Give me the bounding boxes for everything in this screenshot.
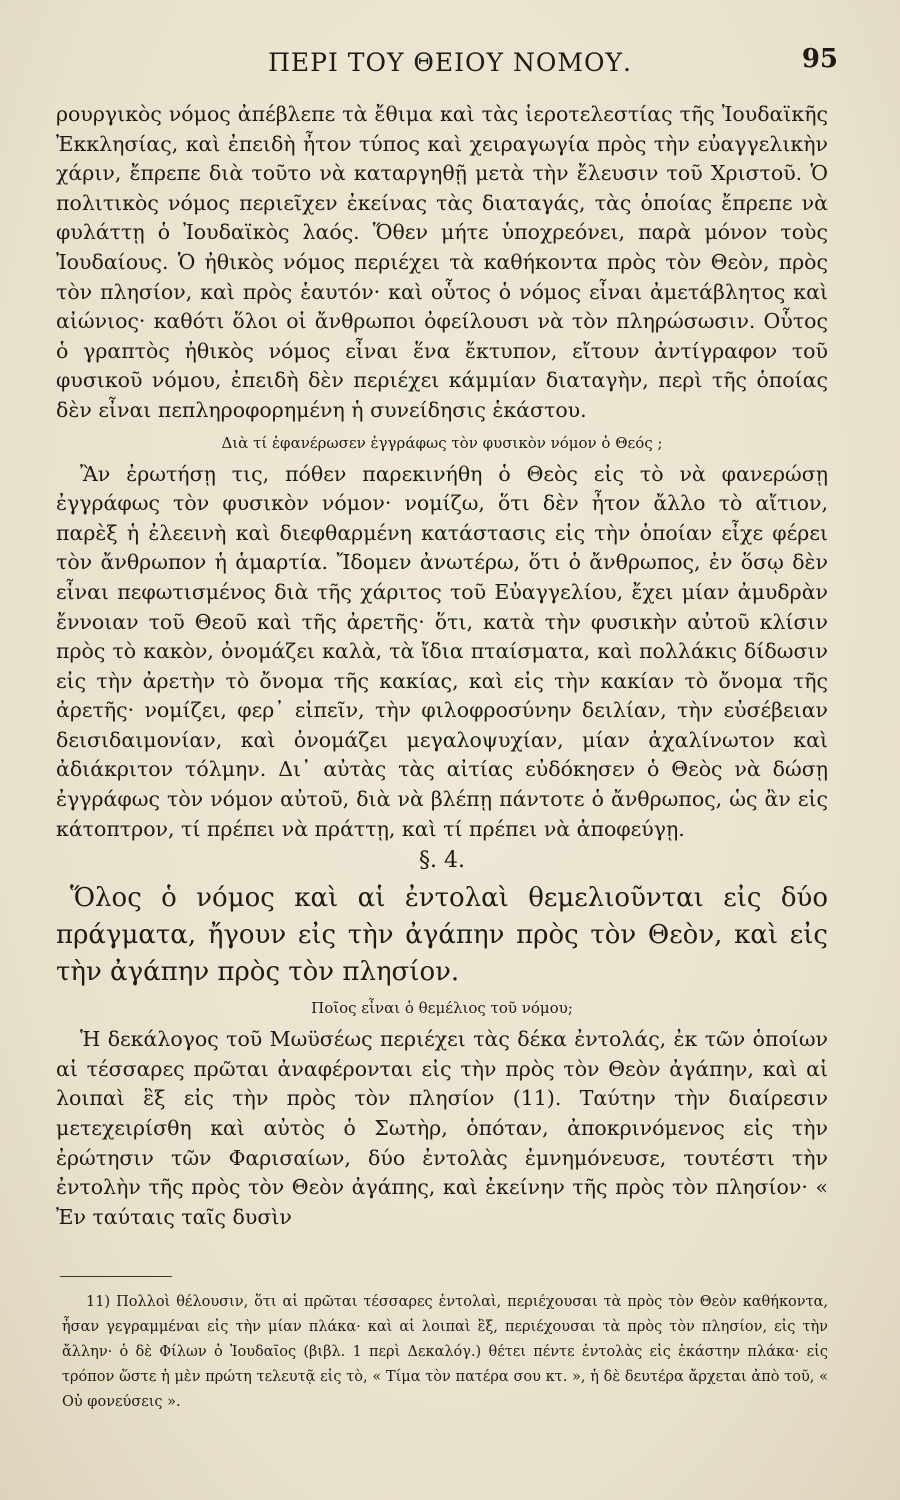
footnote-divider: [60, 1276, 172, 1277]
section-thesis: Ὅλος ὁ νόμος καὶ αἱ ἐντολαὶ θεμελιοῦνται εἰς δύο πράγματα, ἤγουν εἰς τὴν ἀγάπην πρὸς τὸν Θεὸν, καὶ εἰς τὴν ἀγάπην πρὸς τὸν πλησίον.: [56, 883, 828, 988]
page-number: 95: [801, 44, 838, 74]
section-mark: §. 4.: [419, 848, 465, 874]
paragraph-2: Ἂν ἐρωτήσῃ τις, πόθεν παρεκινήθη ὁ Θεὸς εἰς τὸ νὰ φανερώσῃ ἐγγράφως τὸν φυσικὸν νόμον· νομίζω, ὅτι δὲν ἦτον ἄλλο τὸ αἴτιον, παρὲξ ἡ ἐλεεινὴ καὶ διεφθαρμένη κατάστασις εἰς τὴν ὁποίαν εἶχε φέρει τὸν ἄνθρωπον ἡ ἁμαρτία. Ἴδομεν ἀνωτέρω, ὅτι ὁ ἄνθρωπος, ἐν ὅσῳ δὲν εἶναι πεφωτισμένος διὰ τῆς χάριτος τοῦ Εὐαγγελίου, ἔχει μίαν ἀμυδρὰν ἔννοιαν τοῦ Θεοῦ καὶ τῆς ἀρετῆς· ὅτι, κατὰ τὴν φυσικὴν αὐτοῦ κλίσιν πρὸς τὸ κακὸν, ὀνομάζει καλὰ, τὰ ἴδια πταίσματα, καὶ πολλάκις δίδωσιν εἰς τὴν ἀρετὴν τὸ ὄνομα τῆς κακίας, καὶ εἰς τὴν κακίαν τὸ ὄνομα τῆς ἀρετῆς· νομίζει, φερ᾽ εἰπεῖν, τὴν φιλοφροσύνην δειλίαν, τὴν εὐσέβειαν δεισιδαιμονίαν, καὶ ὀνομάζει μεγαλοψυχίαν, μίαν ἀχαλίνωτον καὶ ἀδιάκριτον τόλμην. Δι᾽ αὐτὰς τὰς αἰτίας εὐδόκησεν ὁ Θεὸς νὰ δώσῃ ἐγγράφως τὸν νόμον αὐτοῦ, διὰ νὰ βλέπῃ πάντοτε ὁ ἄνθρωπος, ὡς ἂν εἰς κάτοπτρον, τί πρέπει νὰ πράττῃ, καὶ τί πρέπει νὰ ἀποφεύγῃ.: [56, 461, 828, 841]
question-heading-2: Ποῖος εἶναι ὁ θεμέλιος τοῦ νόμου;: [311, 999, 573, 1018]
paragraph-3: Ἡ δεκάλογος τοῦ Μωϋσέως περιέχει τὰς δέκα ἐντολάς, ἐκ τῶν ὁποίων αἱ τέσσαρες πρῶται ἀναφέρονται εἰς τὴν πρὸς τὸν Θεὸν ἀγάπην, καὶ αἱ λοιπαὶ ἓξ εἰς τὴν πρὸς τὸν πλησίον (11). Ταύτην τὴν διαίρεσιν μετεχειρίσθη καὶ αὐτὸς ὁ Σωτὴρ, ὁπόταν, ἀποκρινόμενος εἰς τὴν ἐρώτησιν τῶν Φαρισαίων, δύο ἐντολὰς ἐμνημόνευσε, τουτέστι τὴν ἐντολὴν τῆς πρὸς τὸν Θεὸν ἀγάπης, καὶ ἐκείνην τῆς πρὸς τὸν πλησίον· « Ἐν ταύταις ταῖς δυσὶν: [56, 1027, 828, 1229]
main-text: [56, 100, 828, 1232]
paragraph-1: ρουργικὸς νόμος ἀπέβλεπε τὰ ἔθιμα καὶ τὰς ἱεροτελεστίας τῆς Ἰουδαϊκῆς Ἐκκλησίας, καὶ ἐπειδὴ ἦτον τύπος καὶ χειραγωγία πρὸς τὴν εὐαγγελικὴν χάριν, ἔπρεπε διὰ τοῦτο νὰ καταργηθῇ μετὰ τὴν ἔλευσιν τοῦ Χριστοῦ. Ὁ πολιτικὸς νόμος περιεῖχεν ἐκείνας τὰς διαταγάς, τὰς ὁποίας ἔπρεπε νὰ φυλάττῃ ὁ Ἰουδαϊκὸς λαός. Ὅθεν μήτε ὑποχρεόνει, παρὰ μόνον τοὺς Ἰουδαίους. Ὁ ἠθικὸς νόμος περιέχει τὰ καθήκοντα πρὸς τὸν Θεὸν, πρὸς τὸν πλησίον, καὶ πρὸς ἑαυτόν· καὶ οὗτος ὁ νόμος εἶναι ἀμετάβλητος καὶ αἰώνιος· καθότι ὅλοι οἱ ἄνθρωποι ὀφείλουσι νὰ τὸν πληρώσωσιν. Οὗτος ὁ γραπτὸς ἠθικὸς νόμος εἶναι ἕνα ἔκτυπον, εἴτουν ἀντίγραφον τοῦ φυσικοῦ νόμου, ἐπειδὴ δὲν περιέχει κάμμίαν διαταγὴν, περὶ τῆς ὁποίας δὲν εἶναι πεπληροφορημένη ἡ συνείδησις ἑκάστου.: [56, 102, 828, 422]
running-title: ΠΕΡΙ ΤΟΥ ΘΕΙΟΥ ΝΟΜΟΥ.: [268, 48, 632, 77]
footnote: 11) Πολλοὶ θέλουσιν, ὅτι αἱ πρῶται τέσσαρες ἐντολαὶ, περιέχουσαι τὰ πρὸς τὸν Θεὸν καθήκοντα, ἦσαν γεγραμμέναι εἰς τὴν μίαν πλάκα· καὶ αἱ λοιπαὶ ἓξ, περιέχουσαι τὰ πρὸς τὸν πλησίον, εἰς τὴν ἄλλην· ὁ δὲ Φίλων ὁ Ἰουδαῖος (βιβλ. 1 περὶ Δεκαλόγ.) θέτει πέντε ἐντολὰς εἰς ἑκάστην πλάκα· εἰς τρόπον ὥστε ἡ μὲν πρώτη τελευτᾷ εἰς τὸ, « Τίμα τὸν πατέρα σου κτ. », ἡ δὲ δευτέρα ἄρχεται ἀπὸ τοῦ, « Οὐ φονεύσεις ».: [62, 1294, 828, 1410]
page-header: [0, 44, 900, 84]
question-heading-1: Διὰ τί ἐφανέρωσεν ἐγγράφως τὸν φυσικὸν νόμον ὁ Θεός ;: [221, 433, 663, 452]
